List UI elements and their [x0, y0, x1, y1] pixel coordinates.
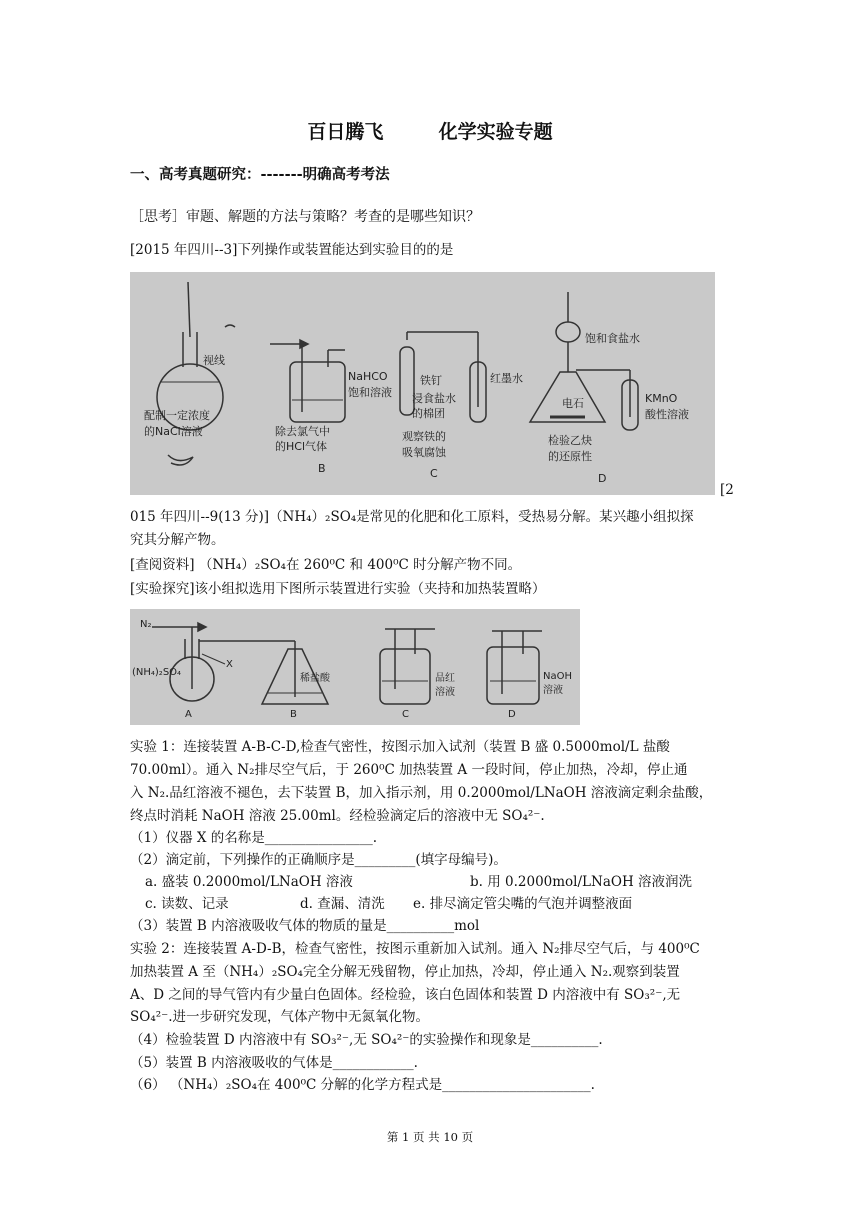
d-caption-2: 的还原性: [548, 450, 592, 463]
exp2-line-4: SO₄²⁻.进一步研究发现，气体产物中无氮氧化物。: [130, 1009, 430, 1025]
title-left: 百日腾飞: [307, 121, 384, 143]
fig2-x: X: [226, 659, 233, 670]
b-reagent-1: NaHCO: [348, 370, 388, 383]
q1-apparatus-figure: [130, 272, 715, 495]
title-right: 化学实验专题: [438, 121, 553, 143]
a-label: 视线: [203, 354, 225, 367]
sub-question-5: （5）装置 B 内溶液吸收的气体是____________.: [130, 1055, 418, 1071]
d-reagent-2: 电石: [562, 397, 584, 410]
b-letter: B: [318, 462, 326, 475]
d-reagent-3b: 酸性溶液: [645, 408, 689, 421]
q2-line-4: [实验探究]该小组拟选用下图所示装置进行实验（夹持和加热装置略）: [130, 581, 546, 597]
d-reagent-3a: KMnO: [645, 392, 678, 405]
a-caption-1: 配制一定浓度: [144, 409, 210, 422]
b-reagent-2: 饱和溶液: [348, 386, 392, 399]
option-d: d. 查漏、清洗: [300, 896, 385, 912]
sub-question-4: （4）检验装置 D 内溶液中有 SO₃²⁻,无 SO₄²⁻的实验操作和现象是__________.: [130, 1032, 603, 1048]
page-footer: 第 1 页 共 10 页: [386, 1130, 474, 1144]
option-c: c. 读数、记录: [145, 896, 229, 912]
b-caption-2: 的HCl气体: [275, 440, 328, 453]
fig2-b-letter: B: [290, 709, 297, 720]
fig2-b-reagent: 稀盐酸: [300, 673, 330, 684]
q2-bracket-start: [2: [720, 482, 734, 498]
option-a: a. 盛装 0.2000mol/LNaOH 溶液: [145, 874, 353, 890]
fig2-d-letter: D: [508, 709, 516, 720]
sub-question-1: （1）仪器 X 的名称是________________.: [130, 830, 378, 846]
c-caption-2: 吸氧腐蚀: [402, 446, 446, 459]
page-title: [0, 117, 860, 144]
section-heading: 一、高考真题研究：-------明确高考考法: [130, 167, 390, 183]
option-b: b. 用 0.2000mol/LNaOH 溶液润洗: [470, 874, 693, 890]
c-reagent-3: 红墨水: [490, 372, 523, 385]
sub-question-6: （6） （NH₄）₂SO₄在 400⁰C 分解的化学方程式是______________________.: [130, 1077, 595, 1093]
exp1-line-4: 终点时消耗 NaOH 溶液 25.00ml。经检验滴定后的溶液中无 SO₄²⁻.: [130, 808, 545, 824]
q2-line-2: 究其分解产物。: [130, 532, 225, 548]
a-caption-2: 的NaCl溶液: [144, 425, 203, 438]
c-reagent-2b: 的棉团: [412, 407, 445, 420]
exp2-line-2: 加热装置 A 至（NH₄）₂SO₄完全分解无残留物，停止加热，冷却，停止通入 N₂.观察到装置: [130, 964, 680, 980]
fig2-a-reagent: (NH₄)₂SO₄: [132, 667, 182, 678]
d-reagent-1: 饱和食盐水: [585, 332, 640, 345]
fig2-c-reagent-2: 溶液: [435, 687, 455, 698]
exp2-line-1: 实验 2：连接装置 A-D-B，检查气密性，按图示重新加入试剂。通入 N₂排尽空气后，与 400⁰C: [130, 941, 700, 957]
exp1-line-3: 入 N₂.品红溶液不褪色，去下装置 B，加入指示剂，用 0.2000mol/LNaOH 溶液滴定剩余盐酸，: [130, 785, 713, 801]
c-reagent-2a: 浸食盐水: [412, 392, 456, 405]
fig2-c-letter: C: [402, 709, 409, 720]
b-caption-1: 除去氯气中: [275, 425, 330, 438]
c-reagent-1: 铁钉: [420, 374, 442, 387]
option-e: e. 排尽滴定管尖嘴的气泡并调整液面: [413, 896, 633, 912]
fig2-d-reagent-2: 溶液: [543, 685, 563, 696]
q2-apparatus-figure: [130, 609, 580, 725]
d-letter: D: [598, 472, 607, 485]
fig2-n2: N₂: [140, 619, 152, 630]
fig2-c-reagent-1: 品红: [435, 673, 455, 684]
exp1-line-1: 实验 1：连接装置 A-B-C-D,检查气密性，按图示加入试剂（装置 B 盛 0.5000mol/L 盐酸: [130, 739, 670, 755]
fig2-d-reagent-1: NaOH: [543, 671, 572, 682]
c-letter: C: [430, 467, 438, 480]
q2-line-3: [查阅资料] （NH₄）₂SO₄在 260⁰C 和 400⁰C 时分解产物不同。: [130, 557, 522, 573]
fig2-a-letter: A: [185, 709, 192, 720]
c-caption-1: 观察铁的: [402, 430, 446, 443]
exp1-line-2: 70.00ml）。通入 N₂排尽空气后，于 260⁰C 加热装置 A 一段时间，停止加热，冷却，停止通: [130, 762, 688, 778]
q1-source: [2015 年四川--3]下列操作或装置能达到实验目的的是: [130, 242, 454, 258]
think-prompt: ［思考］审题、解题的方法与策略？考查的是哪些知识？: [130, 209, 480, 225]
sub-question-3: （3）装置 B 内溶液吸收气体的物质的量是__________mol: [130, 918, 480, 934]
d-caption-1: 检验乙炔: [548, 434, 592, 447]
exp2-line-3: A、D 之间的导气管内有少量白色固体。经检验，该白色固体和装置 D 内溶液中有 SO₃²⁻,无: [130, 987, 681, 1003]
q2-line-1: 015 年四川--9(13 分)]（NH₄）₂SO₄是常见的化肥和化工原料，受热易分解。某兴趣小组拟探: [130, 509, 694, 525]
sub-question-2: （2）滴定前，下列操作的正确顺序是_________(填字母编号)。: [130, 852, 507, 868]
